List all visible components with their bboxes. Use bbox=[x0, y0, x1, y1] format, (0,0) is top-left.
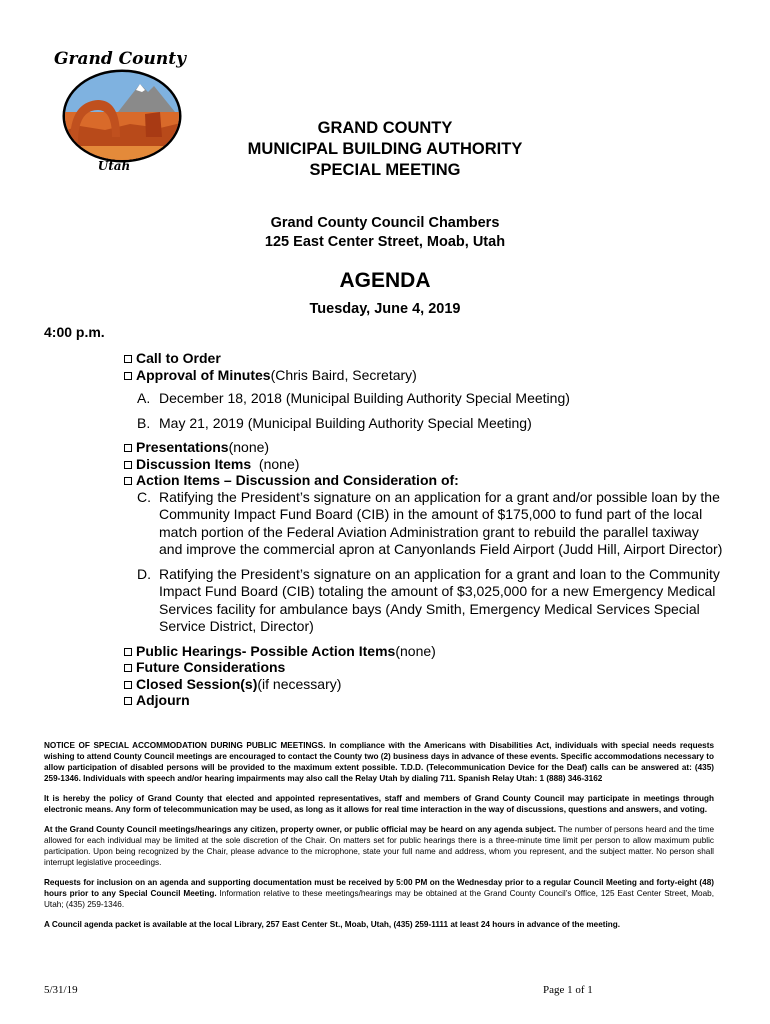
checkbox-icon bbox=[124, 664, 132, 672]
agenda-item-action-items: Action Items – Discussion and Consideration of: bbox=[124, 472, 724, 489]
checkbox-icon bbox=[124, 477, 132, 485]
footer-date: 5/31/19 bbox=[44, 984, 78, 996]
notice-public-comment: At the Grand County Council meetings/hearings any citizen, property owner, or public official may be heard on any agenda subject. The number of persons heard and the time allowed for each individual may be limited at the sole discretion of the Chair. On matters set for public hearings there is a three-minute time limit per person to allow maximum public participation. Upon being recognized by the Chair, please advance to the microphone, state your full name and address, whom you represent, and the subject matter. No person shall interrupt legislative proceedings. bbox=[44, 825, 714, 867]
minutes-item-b: B. May 21, 2019 (Municipal Building Authority Special Meeting) bbox=[137, 414, 532, 431]
logo-text-bottom: Utah bbox=[97, 159, 131, 173]
meeting-date: Tuesday, June 4, 2019 bbox=[309, 301, 461, 317]
meeting-time: 4:00 p.m. bbox=[44, 324, 105, 340]
agenda-list bbox=[124, 350, 724, 709]
agenda-item-closed-sessions: Closed Session(s) (if necessary) bbox=[124, 676, 724, 693]
title-line-2: MUNICIPAL BUILDING AUTHORITY bbox=[247, 140, 523, 158]
location-line-1: Grand County Council Chambers bbox=[270, 215, 500, 231]
checkbox-icon bbox=[124, 697, 132, 705]
notices-section bbox=[44, 740, 714, 939]
agenda-item-discussion-items: Discussion Items (none) bbox=[124, 456, 724, 473]
title-line-1: GRAND COUNTY bbox=[317, 119, 453, 137]
agenda-heading: AGENDA bbox=[339, 269, 431, 292]
document-title bbox=[0, 118, 770, 181]
agenda-item-approval-of-minutes: Approval of Minutes (Chris Baird, Secretary) bbox=[124, 367, 724, 384]
agenda-item-presentations: Presentations (none) bbox=[124, 439, 724, 456]
meeting-location bbox=[0, 214, 770, 252]
notice-agenda-packet: A Council agenda packet is available at the local Library, 257 East Center St., Moab, Utah, (435) 259-1111 at least 24 hours in advance of the meeting. bbox=[44, 920, 621, 929]
checkbox-icon bbox=[124, 648, 132, 656]
notice-electronic-participation: It is hereby the policy of Grand County that elected and appointed representatives, staff and members of Grand County Council may participate in meetings through electronic means. Any form of telecommunication may be used, as long as it allows for real time interaction in the way of discussions, questions and answers, and voting. bbox=[44, 794, 714, 814]
agenda-item-adjourn: Adjourn bbox=[124, 692, 724, 709]
action-item-d: D. Ratifying the President’s signature on an application for a grant and loan to the Community Impact Fund Board (CIB) totaling the amount of $3,025,000 for a new Emergency Medical Services facility for ambulance bays (Andy Smith, Emergency Medical Services Special Service District, Director) bbox=[137, 565, 720, 634]
location-line-2: 125 East Center Street, Moab, Utah bbox=[264, 234, 506, 250]
checkbox-icon bbox=[124, 372, 132, 380]
checkbox-icon bbox=[124, 461, 132, 469]
minutes-item-a: A. December 18, 2018 (Municipal Building Authority Special Meeting) bbox=[137, 390, 570, 406]
agenda-item-public-hearings: Public Hearings- Possible Action Items (none) bbox=[124, 643, 724, 660]
notice-agenda-requests: Requests for inclusion on an agenda and supporting documentation must be received by 5:00 PM on the Wednesday prior to a regular Council Meeting and forty-eight (48) hours prior to any Special Council Meeting. Information relative to these meetings/hearings may be obtained at the Grand County Council’s Office, 125 East Center Street, Moab, Utah; (435) 259-1346. bbox=[44, 878, 714, 909]
action-item-c: C. Ratifying the President’s signature on an application for a grant and/or possible loan by the Community Impact Fund Board (CIB) in the amount of $175,000 to fund part of the local match portion of the Federal Aviation Administration grant to rebuild the parallel taxiway and improve the commercial apron at Canyonlands Field Airport (Judd Hill, Airport Director) bbox=[137, 488, 723, 557]
agenda-item-call-to-order: Call to Order bbox=[124, 350, 724, 367]
checkbox-icon bbox=[124, 355, 132, 363]
footer-page-number: Page 1 of 1 bbox=[543, 984, 593, 996]
checkbox-icon bbox=[124, 681, 132, 689]
title-line-3: SPECIAL MEETING bbox=[309, 161, 461, 179]
agenda-item-future-considerations: Future Considerations bbox=[124, 659, 724, 676]
notice-accommodation: NOTICE OF SPECIAL ACCOMMODATION DURING PUBLIC MEETINGS. In compliance with the Americans with Disabilities Act, individuals with special needs requests wishing to attend County Council meetings are encouraged to contact the County two (2) business days in advance of these events. Specific accommodations necessary to allow participation of disabled persons will be provided to the maximum extent possible. T.D.D. (Telecommunication Device for the Deaf) calls can be answered at: (435) 259-1346. Individuals with speech and/or hearing impairments may also call the Relay Utah by dialing 711. Spanish Relay Utah: 1 (888) 346-3162 bbox=[44, 741, 714, 783]
checkbox-icon bbox=[124, 444, 132, 452]
logo-text-top: Grand County bbox=[54, 49, 186, 69]
